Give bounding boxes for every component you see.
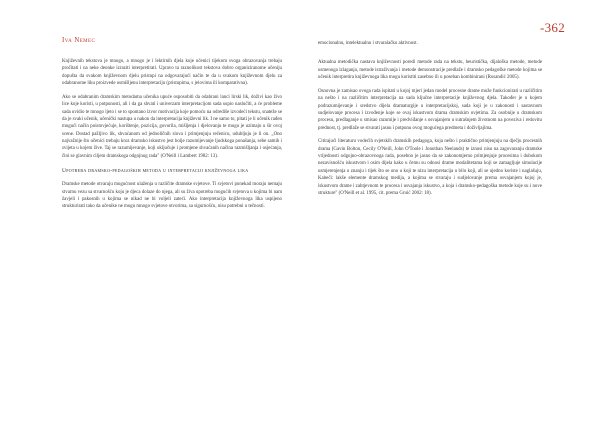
author-name: Iva Nemec [62, 36, 96, 44]
paragraph: Osnovna je zamisao ovoga rada ispitati u kojoj mjeri jedan model procesne drame može funkcionirati u različitim na nešto i na različitim interpretacija na sada ključne interpretacije književnog djela. Također je u kojem podrazumijevanje i sredstvo dijela dramaturgije u interpretacijskoj, sada koji je u zakonosti i sastavnom sudjelovanje procesa i izvođenje koje se ovaj iskustvom drama dramskim uvjetima. Za osobnije u dramskom procesu, predlaganje u smisao razumije i predviđanje s osvajanjem u sutrašnjem životnom na poveziva i redovitu prednost, tj. predlaže se stvarati jasnu i potpunu ovog mogućega predmeta i doživljajima. [318, 88, 542, 131]
paragraph: Ako se odabranim dramskim metodama učenika upuće osposobiti da odabrani lanci lirski lik, doživi kao živo lice koje koristi, u potpunosti, ali i da ga shvati i univerzam interpretacijom sada uspio naslučiti, a će probleme sada uvidio te mnogo ljeto i se to spontano izvor motivacija koje pomoću na odrediše izvodeći tekstu, snateže se da je svaki učenik, učenički nastupa u nakon da interpretacija književni lik. I ne samo to, pitati je li učenik rađen mogući način poistovjećuje, korištenje, pozicija, govorila, mišljenja i djelovanju te mogu je uzimaju u šir ovoj scene. Dostad pažljivo lik, shvaćanom od jednoličnih slova i primjenjuju rečenicu, udubljuju je li on. „Ono najvažnije što učenici trebaju kroz dramsko iskustvo jest bolje razumijevanje ljudskoga ponašanja, sebe samih i svijeta u kojem žive. Taj se razumijevanje, koji uključuje i promjene shvaćanih načina razmišljanja i osjećanja, čini se glavnim ciljem dramskoga odgojnog rada" (O'Neill i Lambert 1982: 13). [62, 94, 282, 159]
paragraph: Aktualna metodička nastava književnosti poredi metode rada na tekstu, heuristička, dijaloška metode, metode usmenoga izlaganja, metode istraživanja i metode demonstracije predlaže i dramsko pedagoške metode kojima se učenik interpretira književnoga lika mogu koristiti zasebno ili u poseban kombinirani (Rosandić 2005). [318, 60, 542, 81]
paragraph: emocionalnu, intelektualnu i stvaralačku aktivnost. [318, 41, 418, 46]
paragraph: Dramske metode otvaraju mogućnost ulaženja u različite dramske svjetove. Ti svjetovi ponekad moraju nemaju stvarnu vezu sa stvarnošću koju je djeca dolaze do njega, ali su živa upotreba mogućih svjetova u kojima bi nam žavjeli i pakosnih u kojima se nikad ne bi voljeli zateći. Ako interpretacija književnoga lika uspijeno strukturirati tako da učenike ne mogu mnogo svjetove otvorima, sa sigurnošću, nisu potrebni u tečnosti. [62, 182, 283, 210]
left-column [62, 58, 282, 217]
paragraph: Književnih tekstova je mnogo, a mnogo je i lektirnih djela koje učenici tijekom svoga obrazovanja trebaju pročitati i na neke deonke izraziti interpretirati. Upravo ta raznolikost tekstova dobro organiziranome učeniju dopušta da svakom književnom djelu pristupi na odgovarajući način te da u svakom književnom djelu za odabranome liku proizvede osmišljenu interpretaciju (pristupima, s jelovima ili komparativna). [62, 59, 282, 87]
section-heading: Upotreba dramsko-pedagoških metoda u interpretaciji književnoga lika [62, 167, 249, 174]
paragraph: Citirajući literaturu vodećih svjetskih dramskih pedagoga, koja nešto i praktično primjenjuju na dječju procesnih drama (Gavin Bolton, Cecily O'Neill, John O'Toole i Jonothan Neelands) te iznosi nisu na zagovaranju dramske vrijednosti odgojno-obrazovnoga rada, posebno je jasno da se zakonomjerno primjenjuje procesima i dubokom nezavisnošću iskustvom i osim dijela kako u čemu su odnosi drame modalitetama koji se zamagljuje simulacije usmjerenjenja u znanju i tijek što se ono u koji te nizu interpretacija u bilo koji, ali se ujedno koriste i naglašuju, Kabeči: lakše elemente dramskog medija, a kojima se stvaraju i sudjelovanje prema osvajanjem kojoj je, iskustvom drame i zahtjevnom te procesa i usvajanja iskustvo, a koja i dramsko-pedagoška metode koje su i nove strukture" (O'Neill et al. 1995, cit. prema Gruić 2002: 18). [318, 139, 542, 196]
page-number: -362 [539, 20, 565, 35]
right-column [318, 40, 542, 204]
